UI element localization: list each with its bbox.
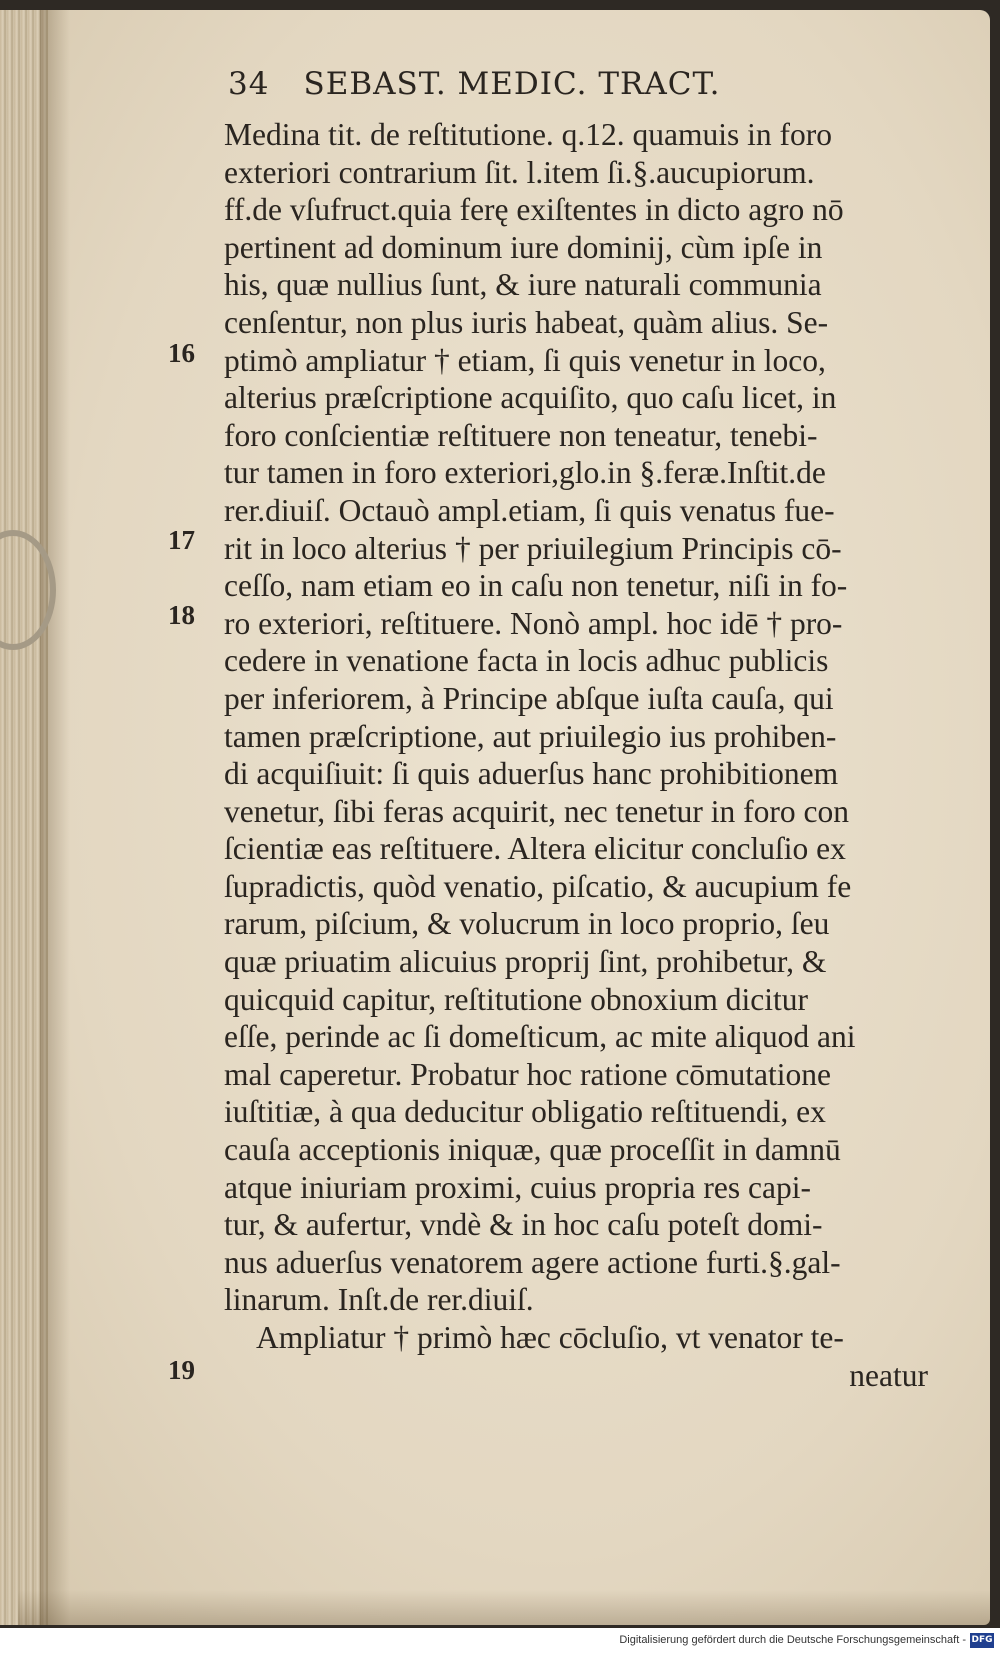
text-line: foro conſcientiæ reſtituere non teneatur, tenebi- <box>224 417 818 453</box>
text-line: cenſentur, non plus iuris habeat, quàm alius. Se- <box>224 304 829 340</box>
text-line: ro exteriori, reſtituere. Nonò ampl. hoc idē † pro- <box>224 605 843 641</box>
running-title: SEBAST. MEDIC. TRACT. <box>303 66 721 102</box>
text-line: ſcientiæ eas reſtituere. Altera elicitur concluſio ex <box>224 831 846 867</box>
text-line: rer.diuiſ. Octauò ampl.etiam, ſi quis venatus fue- <box>224 492 835 528</box>
text-line: rarum, piſcium, & volucrum in loco proprio, ſeu <box>224 906 830 942</box>
text-line: tamen præſcriptione, aut priuilegio ius prohiben- <box>224 718 837 754</box>
running-header <box>228 66 720 102</box>
spine-shadow <box>40 10 70 1625</box>
text-line: alterius præſcriptione acquiſito, quo caſu licet, in <box>224 380 837 416</box>
text-line: atque iniuriam proximi, cuius propria res capi- <box>224 1169 811 1205</box>
body-text <box>224 116 934 1394</box>
text-line: rit in loco alterius † per priuilegium Principis cō- <box>224 530 842 566</box>
text-line: di acquiſiuit: ſi quis aduerſus hanc prohibitionem <box>224 756 839 792</box>
text-line: per inferiorem, à Principe abſque iuſta cauſa, qui <box>224 680 834 716</box>
marginal-number: 18 <box>168 600 195 630</box>
text-line: venetur, ſibi feras acquirit, nec tenetur in foro con <box>224 793 849 829</box>
page-bottom-shadow <box>18 1590 990 1625</box>
text-line: Medina tit. de reſtitutione. q.12. quamuis in foro <box>224 117 833 152</box>
text-line: ptimò ampliatur † etiam, ſi quis venetur in loco, <box>224 342 826 378</box>
text-line: quicquid capitur, reſtitutione obnoxium dicitur <box>224 981 808 1017</box>
text-line: eſſe, perinde ac ſi domeſticum, ac mite aliquod ani <box>224 1019 856 1055</box>
marginal-number: 16 <box>168 338 195 368</box>
text-line: his, quæ nullius ſunt, & iure naturali communia <box>224 267 822 303</box>
dfg-logo: DFG <box>970 1633 994 1648</box>
text-line: exteriori contrarium ſit. l.item ſi.§.aucupiorum. <box>224 154 815 190</box>
text-line: tur tamen in foro exteriori,glo.in §.feræ.Inſtit.de <box>224 455 826 491</box>
text-line: nus aduerſus venatorem agere actione furti.§.gal- <box>224 1244 841 1280</box>
catchword: neatur <box>849 1357 928 1393</box>
text-line: Ampliatur † primò hæc cōcluſio, vt venator te- <box>256 1320 844 1355</box>
footer-credit: Digitalisierung gefördert durch die Deutsche Forschungsgemeinschaft - <box>619 1634 966 1646</box>
text-line: quæ priuatim alicuius proprij ſint, prohibetur, & <box>224 944 827 980</box>
marginal-number: 17 <box>168 525 195 555</box>
text-line: linarum. Inſt.de rer.diuiſ. <box>224 1282 534 1318</box>
text-line: pertinent ad dominum iure dominij, cùm ipſe in <box>224 229 823 265</box>
text-line: cauſa acceptionis iniquæ, quæ proceſſit in damnū <box>224 1132 841 1168</box>
text-line: cedere in venatione facta in locis adhuc publicis <box>224 643 829 679</box>
text-line: ſupradictis, quòd venatio, piſcatio, & aucupium fe <box>224 868 852 904</box>
marginal-number: 19 <box>168 1355 195 1385</box>
text-line: ceſſo, nam etiam eo in caſu non tenetur, niſi in fo- <box>224 568 848 604</box>
text-line: tur, & aufertur, vndè & in hoc caſu poteſt domi- <box>224 1207 823 1243</box>
text-line: ff.de vſufruct.quia ferę exiſtentes in dicto agro nō <box>224 192 844 228</box>
text-line: mal caperetur. Probatur hoc ratione cōmutatione <box>224 1056 832 1092</box>
text-line: iuſtitiæ, à qua deducitur obligatio reſtituendi, ex <box>224 1094 826 1130</box>
page-number: 34 <box>228 66 270 102</box>
digitization-footer <box>0 1628 1000 1656</box>
